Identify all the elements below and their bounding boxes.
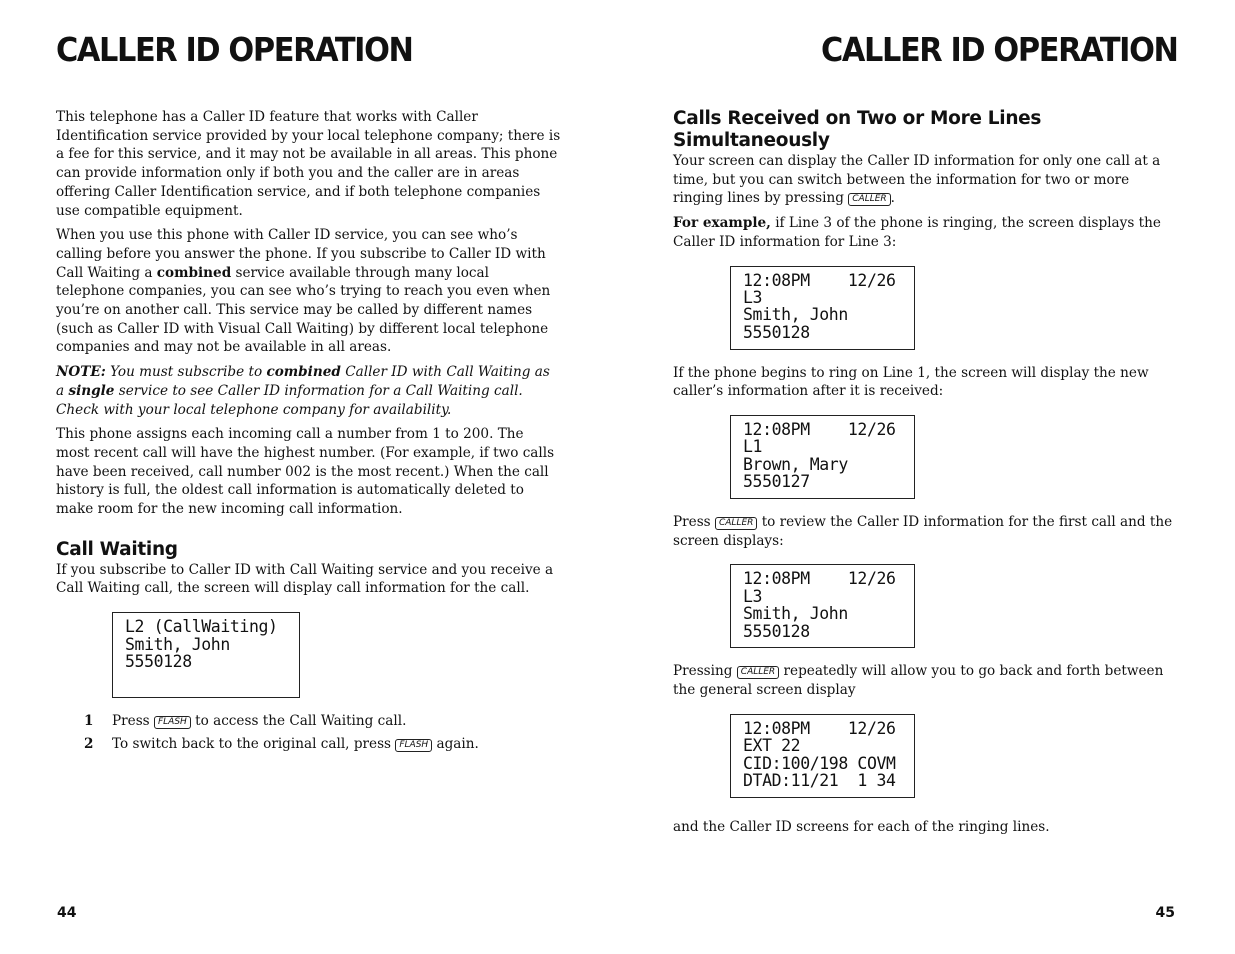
page-number-right: 45 — [1155, 905, 1175, 921]
call-numbering-paragraph: This phone assigns each incoming call a number from 1 to 200. The most recent call will have the highest number. (For example, if two calls have been received, call number 002 is the most recent.) When the call history is full, the oldest call information is automatically deleted to make room for the new incoming call information. — [56, 426, 555, 518]
review-paragraph: Press CALLER to review the Caller ID information for the first call and the screen displays: — [673, 513, 1173, 549]
closing-paragraph: and the Caller ID screens for each of the ringing lines. — [673, 818, 1050, 835]
left-page-column — [56, 108, 561, 758]
subscription-note: NOTE: You must subscribe to combined Caller ID with Call Waiting as a single service to see Caller ID information for a Call Waiting call. Check with your local telephone company for availability. — [56, 364, 550, 418]
call-waiting-heading: Call Waiting — [56, 538, 178, 560]
intro-paragraph: This telephone has a Caller ID feature that works with Caller Identification service provided by your local telephone company; there is a fee for this service, and it may not be available in all areas. This phone can provide information only if both you and the caller are in areas offering Caller Identification service, and if both telephone companies use compatible equipment. — [56, 109, 561, 219]
page-title-right: CALLER ID OPERATION — [821, 30, 1178, 69]
lcd-line1-screen: 12:08PM 12/26 L1 Brown, Mary 5550127 — [730, 415, 915, 499]
caller-key-icon: CALLER — [715, 517, 757, 530]
list-item: 2 To switch back to the original call, press FLASH again. — [84, 735, 479, 752]
right-page-column — [673, 108, 1178, 842]
list-item: 1 Press FLASH to access the Call Waiting call. — [84, 713, 407, 730]
simultaneous-calls-heading: Calls Received on Two or More Lines Simultaneously — [673, 108, 1042, 151]
toggle-paragraph: Pressing CALLER repeatedly will allow you to go back and forth between the general screen display — [673, 663, 1164, 699]
call-waiting-steps — [56, 712, 561, 753]
flash-key-icon: FLASH — [154, 716, 191, 729]
flash-key-icon: FLASH — [395, 739, 432, 752]
lcd-general-screen: 12:08PM 12/26 EXT 22 CID:100/198 COVM DTAD:11/21 1 34 — [730, 714, 915, 798]
caller-key-icon: CALLER — [737, 666, 779, 679]
switching-paragraph: Your screen can display the Caller ID information for only one call at a time, but you can switch between the information for two or more ringing lines by pressing CALLER . — [673, 153, 1161, 207]
lcd-line3-review-screen: 12:08PM 12/26 L3 Smith, John 5550128 — [730, 564, 915, 648]
caller-key-icon: CALLER — [848, 193, 890, 206]
example-paragraph: For example, if Line 3 of the phone is ringing, the screen displays the Caller ID information for Line 3: — [673, 215, 1161, 250]
lcd-call-waiting: L2 (CallWaiting) Smith, John 5550128 — [112, 612, 300, 698]
page-number-left: 44 — [57, 905, 77, 921]
line1-paragraph: If the phone begins to ring on Line 1, the screen will display the new caller’s information after it is received: — [673, 364, 1149, 400]
page-title-left: CALLER ID OPERATION — [56, 30, 413, 69]
call-waiting-explanation: When you use this phone with Caller ID service, you can see who’s calling before you answer the phone. If you subscribe to Caller ID with Call Waiting a combined service available through many local telephone companies, you can see who’s trying to reach you even when you’re on another call. This service may be called by different names (such as Caller ID with Visual Call Waiting) by different local telephone companies and may not be available in all areas. — [56, 227, 551, 356]
lcd-line3-screen: 12:08PM 12/26 L3 Smith, John 5550128 — [730, 266, 915, 350]
call-waiting-text: If you subscribe to Caller ID with Call Waiting service and you receive a Call Waiting call, the screen will display call information for the call. — [56, 561, 554, 597]
